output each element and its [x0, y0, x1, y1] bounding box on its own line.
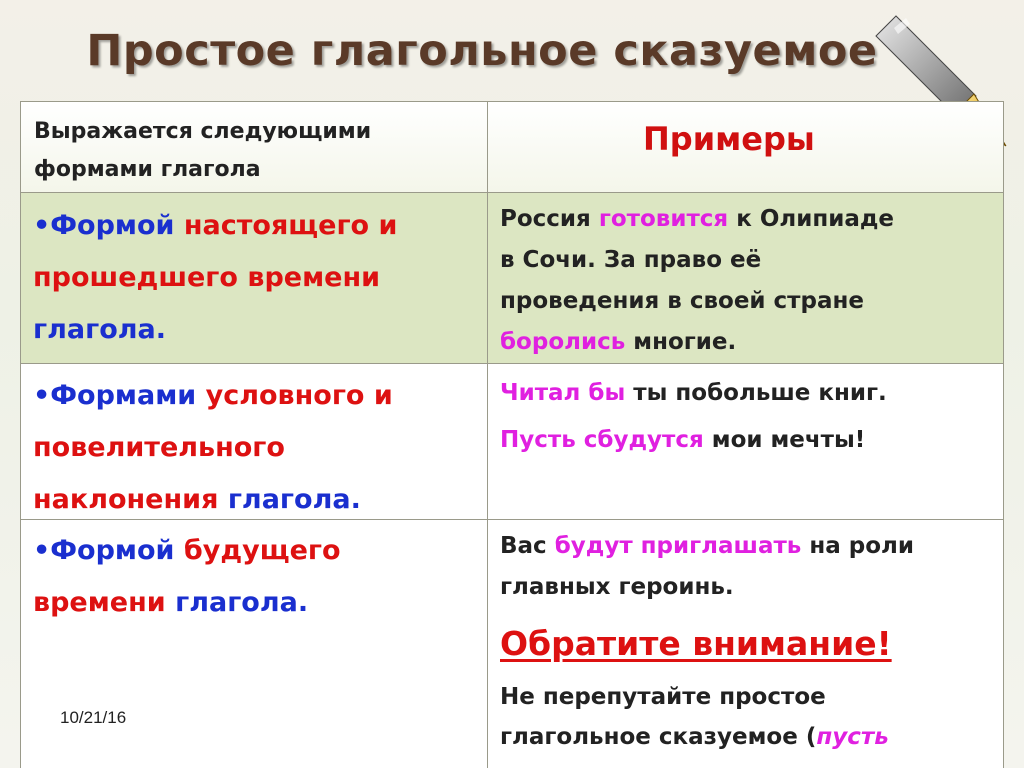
row2-form-description: •Формами условного и повелительного наклонения глагола. — [33, 380, 393, 515]
header-examples: Примеры — [643, 120, 815, 158]
header-left-text: Выражается следующими формами глагола — [34, 119, 372, 182]
attention-note: Не перепутайте простое глагольное сказуемое (пусть — [500, 684, 889, 750]
slide-date: 10/21/16 — [60, 708, 127, 727]
row3-form-description: •Формой будущего времени глагола. — [33, 535, 341, 618]
attention-heading: Обратите внимание! — [500, 624, 892, 663]
row3-example: Вас будут приглашать на роли главных героинь. — [500, 533, 915, 600]
row1-form-description: •Формой настоящего и прошедшего времени глагола. — [33, 210, 398, 345]
slide-title: Простое глагольное сказуемое — [86, 26, 878, 76]
row1-example: Россия готовится к Олипиаде в Сочи. За право её проведения в своей стране боролись многие. — [500, 206, 895, 355]
row2-example: Читал бы ты побольше книг. Пусть сбудутся мои мечты! — [500, 380, 887, 453]
